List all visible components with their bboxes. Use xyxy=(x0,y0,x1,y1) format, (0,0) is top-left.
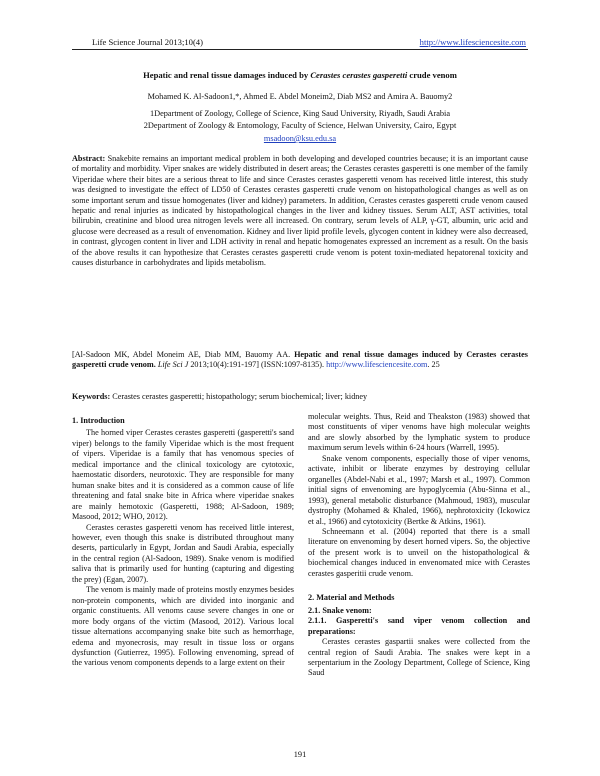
abstract xyxy=(72,154,528,268)
keywords-label: Keywords: xyxy=(72,392,111,401)
left-column xyxy=(72,412,294,669)
keywords xyxy=(72,392,528,402)
citation: [Al-Sadoon MK, Abdel Moneim AE, Diab MM, Bauomy AA. Hepatic and renal tissue damages induced by Cerastes cerastes gasperetti crude venom. Life Sci J 2013;10(4):191-197] (ISSN:1097-8135). http://www.lifesciencesite.com. 25 xyxy=(72,350,528,370)
keywords-text: Cerastes cerastes gasperetti; histopathology; serum biochemical; liver; kidney xyxy=(110,392,368,401)
methods-paragraph-1: Cerastes cerastes gaspartii snakes were collected from the central region of Saudi Arabia. The snakes were kept in a serpentarium in the Zoology Department, College of Science, King Saud xyxy=(308,637,530,678)
subsection-heading-venom: 2.1. Snake venom: xyxy=(308,605,372,615)
journal-url-link[interactable]: http://www.lifesciencesite.com xyxy=(419,37,526,47)
intro-paragraph-3: The venom is mainly made of proteins mostly enzymes besides non-protein components, which are divided into inorganic and organic constituents. All venoms cause severe changes in one or more body organs of the victim (Masood, 2012). Various local tissue alternations accompanying snake bite such as hemorrhage, edema and myonecrosis, may result in tissue loss or organs dysfunction (Gutierrez, 1995). Following envenoming, spread of the various venom components depends to a large extent on their xyxy=(72,585,294,668)
intro-paragraph-5: Snake venom components, especially those of viper venoms, activate, inhibit or liberate enzymes by destroying cellular organelles (Abdel-Nabi et al., 1997; Marsh et al., 1997). Common initial signs of envenoming are hypoglycemia (Abu-Sinna et al., 1993), general metabolic disturbance (Mahmoud, 1983), muscular dystrophy (Mohamed & Khaled, 1966), nephrotoxicity (Ickowicz et al., 1966) and cytotoxicity (Bertke & Atkins, 1961). xyxy=(308,453,530,526)
subsection-heading-collection: 2.1.1. Gasperetti's sand viper venom collection and preparations: xyxy=(308,616,530,636)
section-heading-methods: 2. Material and Methods xyxy=(308,593,395,603)
intro-paragraph-4: molecular weights. Thus, Reid and Theakston (1983) showed that most constituents of viper venoms have high molecular weights and are slowly absorbed by the lymphatic system to produce maximum serum levels within 6-24 hours (Warrell, 1995). xyxy=(308,412,530,453)
header-rule xyxy=(72,49,528,50)
corresponding-email-link[interactable]: msadoon@ksu.edu.sa xyxy=(263,134,337,143)
abstract-label: Abstract: xyxy=(72,154,106,163)
article-title: Hepatic and renal tissue damages induced by Cerastes cerastes gasperetti crude venom xyxy=(143,70,457,80)
intro-paragraph-6: Schneemann et al. (2004) reported that there is a small literature on envenoming by desert horned vipers. So, the objective of the present work is to unveil on the histopathological & biochemical changes induced in envenomated mice with Cerastes cerastes gasperitii crude venom. xyxy=(308,526,530,578)
affiliation-2: 2Department of Zoology & Entomology, Faculty of Science, Helwan University, Cairo, Egypt xyxy=(143,121,457,130)
journal-name: Life Science Journal 2013;10(4) xyxy=(92,37,203,47)
page-number: 191 xyxy=(293,750,307,759)
affiliation-1: 1Department of Zoology, College of Science, King Saud University, Riyadh, Saudi Arabia xyxy=(149,109,451,118)
intro-paragraph-2: Cerastes cerastes gasperetti venom has received little interest, however, even though this snake is distributed throughout many deserts, particularly in Egypt, Jordan and Saudi Arabia, especially in the central region (Al-Sadoon, 1989). Snake venom is modified saliva that is primarily used for hunting (capturing and digesting the prey) (Egan, 2007). xyxy=(72,522,294,584)
intro-paragraph-1: The horned viper Cerastes cerastes gasperetti (gasperetti's sand viper) belongs to the family Viperidae which is the most frequent of vipers. Viperidae is a family that has venomous species of medical importance and the clinical toxicology are cytotoxic, haemostatic disorders, neurotoxic. They are responsible for many human snake bites and it is considered as a common cause of life threatening and fatal snake bite in Africa where viperidae snakes are mainly hemotoxic (Gasperetti, 1988; Al-Sadoon, 1989; Masood, 2012; WHO, 2012). xyxy=(72,428,294,522)
abstract-text: Snakebite remains an important medical problem in both developing and developed countries because; it is an important cause of mortality and morbidity. Viper snakes are widely distributed in desert areas; the Cerastes cerastes gasperetti is one member of the family Viperidae where their bites are a serious threat to life and since Cerastes cerastes gasperetti venom has received little interest, this study was designed to investigate the effect of LD50 of Cerastes cerastes gasperetti crude venom on histopathological changes as well as on some important serum and tissue homogenates (liver and kidney) parameters. In addition, Cerastes cerastes gasperetti crude venom caused hepatic and renal injuries as indicated by histopathological changes in the liver and kidney tissues. Serum ALT, AST activities, total bilirubin, creatinine and blood urea nitrogen levels were all increased. On contrary, serum levels of ALP, γ-GT, albumin, uric acid and glucose were decreased as a result of envenomation. Kidney and liver lipid profile levels, glycogen content in kidney were also decreased, in contrast, glycogen content in liver and LDH activity in renal and hepatic homogenates expressed an increment as a result. On the basis of the above results it can hypothesize that Cerastes cerastes gasperetti crude venom is potent toxin-mediated hepatorenal toxicity and causes disturbance in carbohydrates and lipids metabolism. xyxy=(72,154,528,268)
right-column xyxy=(308,412,530,679)
author-list: Mohamed K. Al-Sadoon1,*, Ahmed E. Abdel Moneim2, Diab MS2 and Amira A. Bauomy2 xyxy=(147,92,453,101)
section-heading-introduction: 1. Introduction xyxy=(72,416,125,425)
citation-url-link[interactable]: http://www.lifesciencesite.com xyxy=(326,360,428,370)
paper-page xyxy=(72,0,528,776)
